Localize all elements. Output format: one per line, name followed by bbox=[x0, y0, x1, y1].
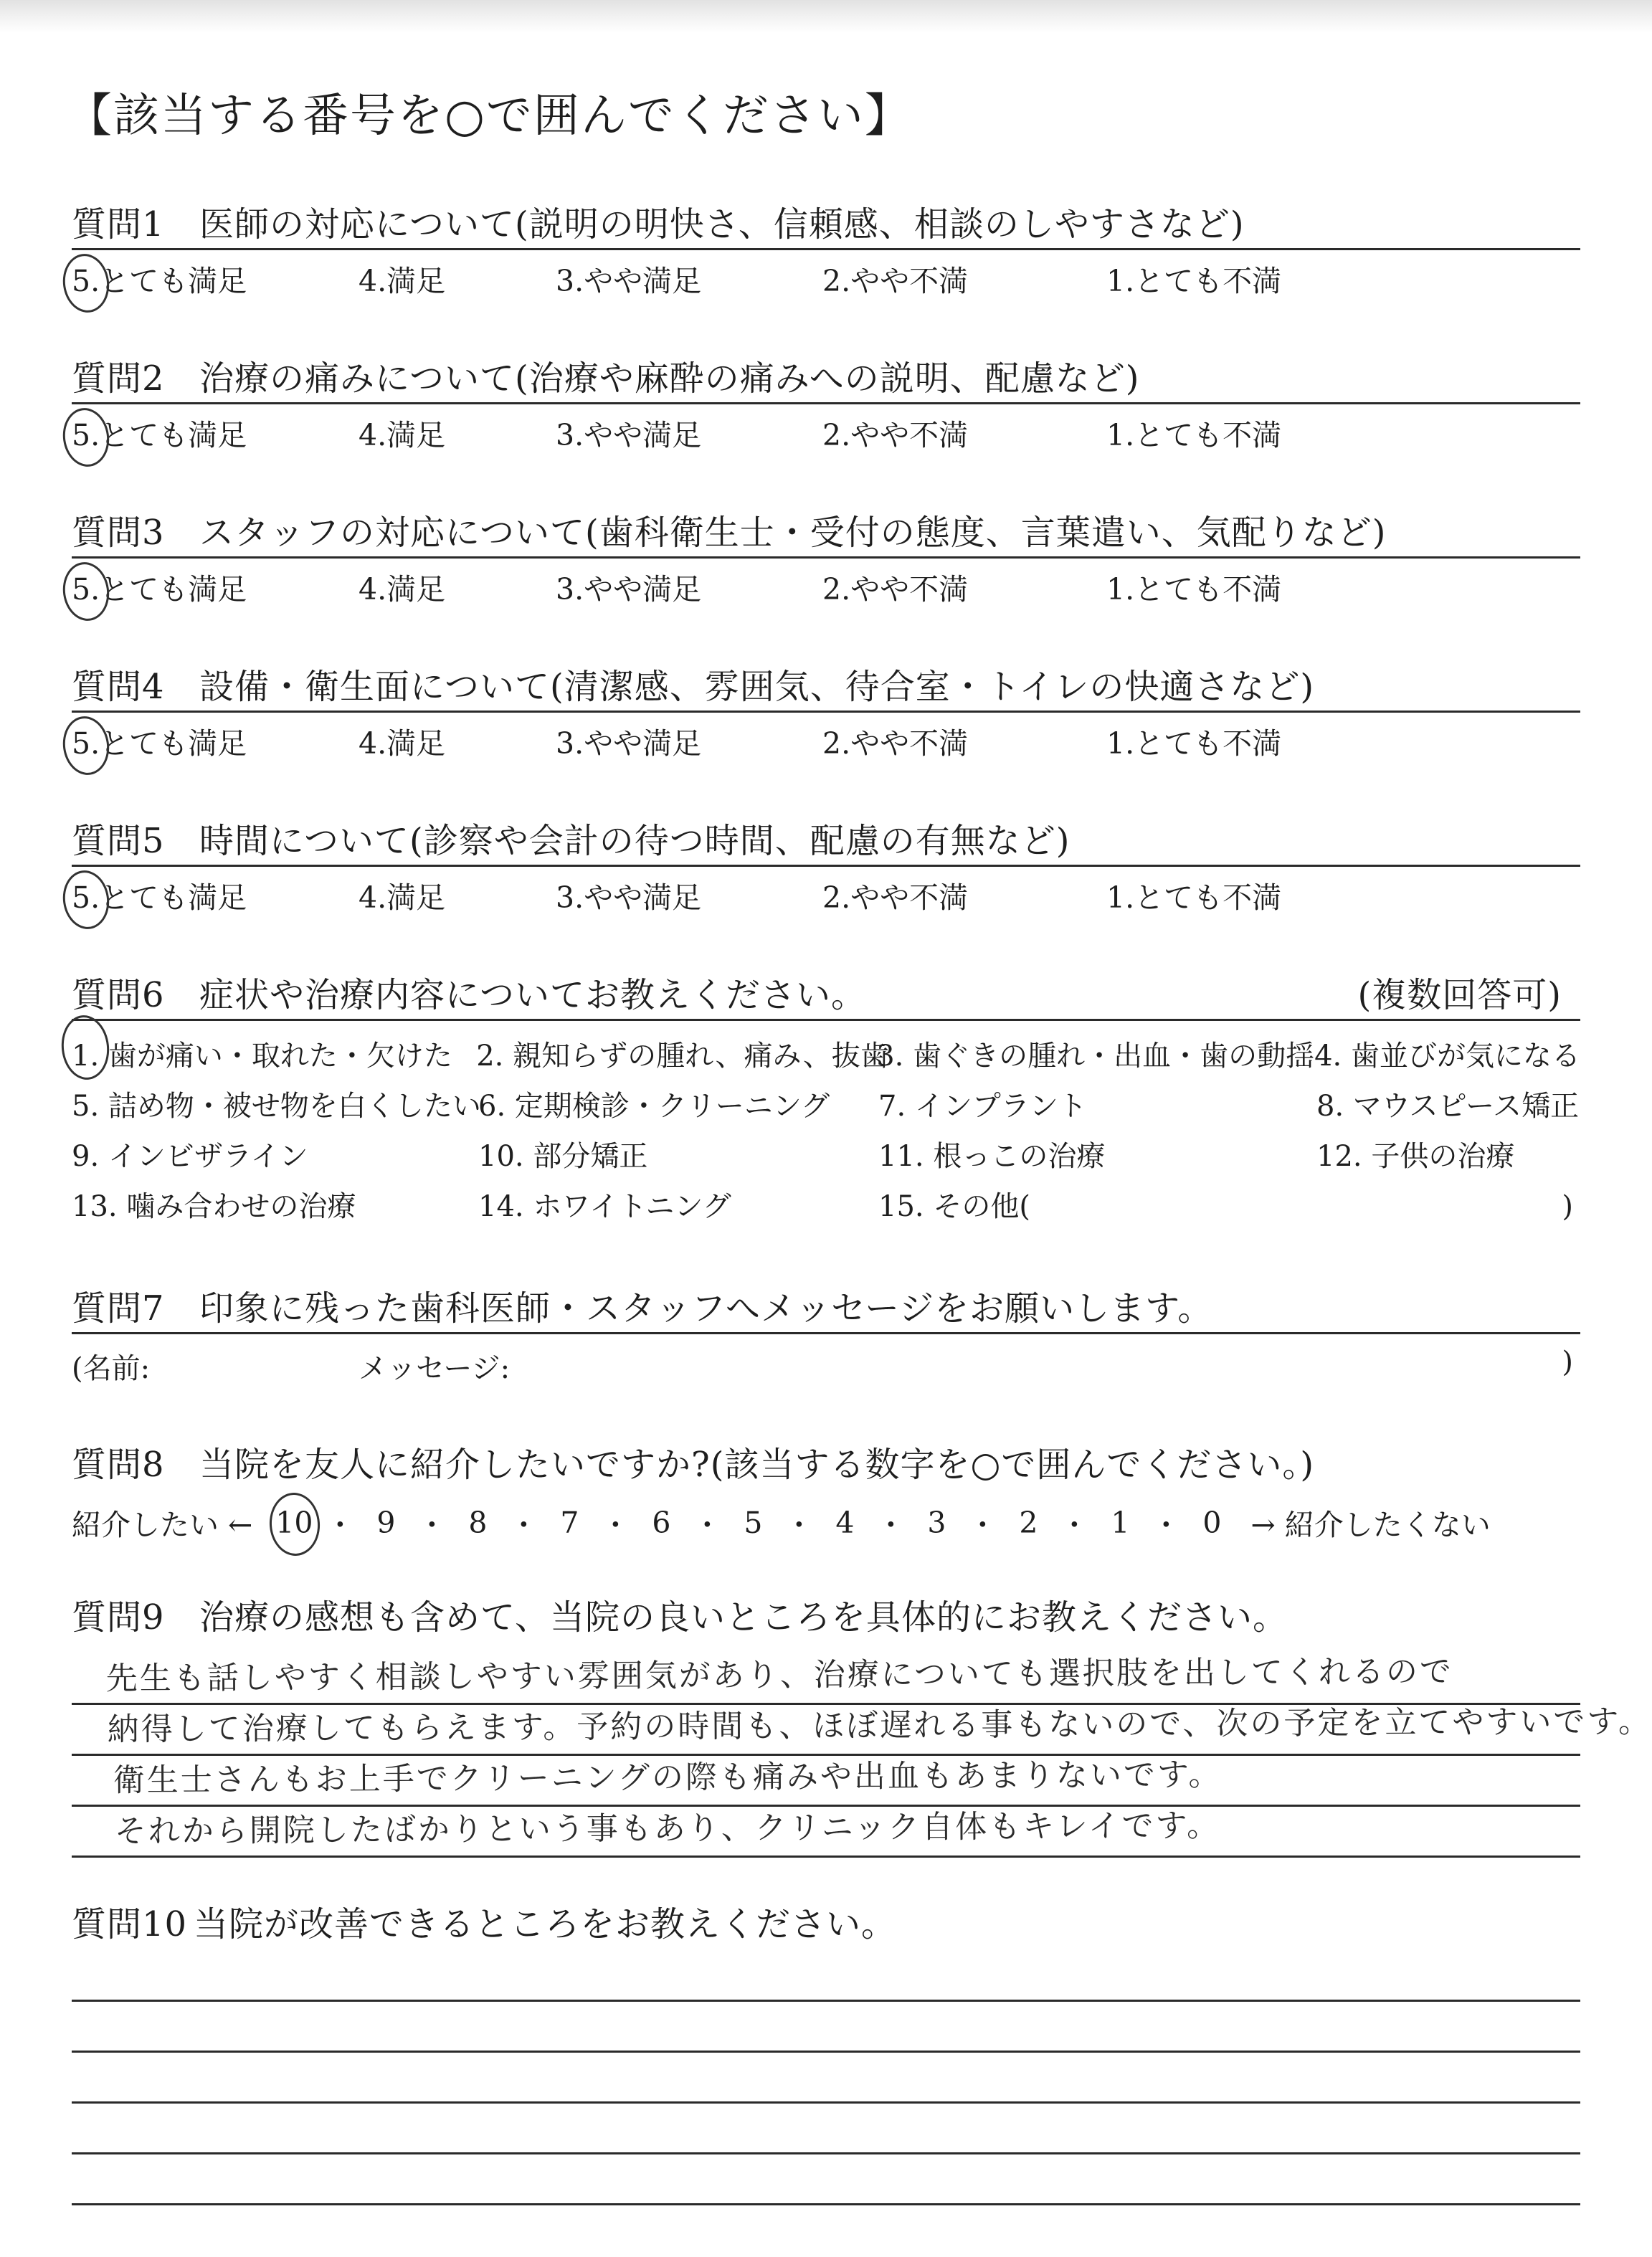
option-number: 3. bbox=[556, 726, 584, 761]
question-1 bbox=[72, 201, 1580, 303]
question-2 bbox=[72, 355, 1580, 457]
option-number: 4. bbox=[359, 726, 387, 761]
question-4-option[interactable] bbox=[556, 720, 822, 762]
question-2-option[interactable] bbox=[822, 412, 1106, 454]
question-4-options bbox=[72, 716, 1580, 766]
symptom-option[interactable]: 14. ホワイトニング bbox=[478, 1190, 731, 1223]
scale-value[interactable]: 3 bbox=[927, 1505, 946, 1540]
scale-separator: ・ bbox=[875, 1508, 906, 1542]
message-close-paren: ) bbox=[1562, 1346, 1573, 1379]
option-label: やや不満 bbox=[850, 726, 969, 761]
question-1-option[interactable] bbox=[822, 257, 1106, 300]
option-number: 3. bbox=[556, 417, 584, 452]
scale-value[interactable]: 1 bbox=[1111, 1505, 1130, 1540]
question-4-option[interactable] bbox=[822, 720, 1106, 762]
symptom-option[interactable]: 8. マウスピース矯正 bbox=[1316, 1090, 1580, 1123]
scale-separator: ・ bbox=[1151, 1508, 1181, 1542]
question-2-options bbox=[72, 407, 1580, 457]
scan-edge bbox=[0, 0, 1652, 33]
question-10-answer-lines bbox=[72, 1951, 1580, 2205]
question-7-text: 印象に残った歯科医師・スタッフへメッセージをお願いします。 bbox=[199, 1288, 1213, 1329]
option-number: 2. bbox=[822, 263, 851, 298]
symptom-option[interactable]: 9. インビザライン bbox=[72, 1140, 308, 1173]
question-1-option[interactable] bbox=[72, 257, 359, 300]
survey-form bbox=[66, 79, 1652, 2257]
option-label: 満足 bbox=[386, 726, 446, 761]
question-5-option[interactable] bbox=[359, 874, 556, 916]
question-1-options bbox=[72, 253, 1580, 303]
question-1-option[interactable] bbox=[556, 257, 822, 300]
symptom-option[interactable]: 7. インプラント bbox=[878, 1090, 1087, 1123]
option-label: とても不満 bbox=[1134, 263, 1282, 298]
scale-separator: ・ bbox=[508, 1508, 538, 1542]
question-3-option[interactable] bbox=[72, 566, 359, 608]
question-2-text: 治療の痛みについて(治療や麻酔の痛みへの説明、配慮など) bbox=[199, 358, 1140, 399]
hand-drawn-circle bbox=[267, 1491, 322, 1557]
question-9-title bbox=[72, 1594, 1580, 1641]
option-label: とても満足 bbox=[100, 571, 247, 607]
option-label: やや満足 bbox=[584, 726, 702, 761]
question-4-option[interactable] bbox=[359, 720, 556, 762]
question-6-note: (複数回答可) bbox=[1357, 975, 1562, 1015]
recommend-left-label: 紹介したい ← bbox=[72, 1508, 253, 1542]
question-4-text: 設備・衛生面について(清潔感、雰囲気、待合室・トイレの快適さなど) bbox=[199, 667, 1315, 707]
answer-line bbox=[72, 1703, 1652, 1756]
symptom-option[interactable]: 2. 親知らずの腫れ、痛み、抜歯 bbox=[476, 1040, 889, 1073]
scale-value[interactable]: 8 bbox=[468, 1505, 488, 1540]
option-label: 満足 bbox=[386, 571, 446, 607]
question-4-title bbox=[72, 663, 1580, 713]
scale-value[interactable]: 9 bbox=[376, 1505, 396, 1540]
option-label: とても満足 bbox=[100, 263, 247, 298]
question-1-text: 医師の対応について(説明の明快さ、信頼感、相談のしやすさなど) bbox=[199, 204, 1245, 244]
question-6-options bbox=[72, 1031, 1580, 1232]
option-number: 2. bbox=[822, 417, 851, 452]
answer-line bbox=[72, 2053, 1580, 2104]
other-close-paren: ) bbox=[1562, 1190, 1573, 1223]
option-label: とても不満 bbox=[1134, 880, 1282, 915]
question-9 bbox=[72, 1594, 1652, 1858]
answer-line bbox=[72, 1756, 1580, 1807]
scale-value[interactable]: 7 bbox=[560, 1505, 579, 1540]
handwritten-answer-text: 先生も話しやすく相談しやすい雰囲気があり、治療についても選択肢を出してくれるので bbox=[105, 1653, 1454, 1697]
option-number: 3. bbox=[556, 880, 584, 915]
question-8-number: 質問8 bbox=[72, 1445, 165, 1485]
question-3-options bbox=[72, 561, 1580, 612]
scale-value[interactable]: 10 bbox=[271, 1506, 317, 1540]
symptom-option[interactable]: 4. 歯並びが気になる bbox=[1314, 1040, 1580, 1073]
option-label: 満足 bbox=[386, 417, 446, 452]
question-7 bbox=[72, 1285, 1580, 1387]
question-3-option[interactable] bbox=[359, 566, 556, 608]
hand-drawn-circle bbox=[58, 1013, 112, 1082]
question-1-option[interactable] bbox=[1106, 257, 1281, 300]
symptom-option[interactable]: 13. 噛み合わせの治療 bbox=[72, 1190, 356, 1223]
question-7-answer-row bbox=[72, 1346, 1580, 1387]
question-4-number: 質問4 bbox=[72, 667, 165, 707]
option-number: 5. bbox=[72, 264, 100, 298]
name-label: (名前: bbox=[72, 1352, 151, 1385]
option-label: やや不満 bbox=[850, 417, 969, 452]
question-9-number: 質問9 bbox=[72, 1597, 165, 1638]
option-label: やや満足 bbox=[584, 571, 702, 607]
scale-separator: ・ bbox=[325, 1508, 355, 1542]
question-8-text: 当院を友人に紹介したいですか?(該当する数字を○で囲んでください。) bbox=[199, 1445, 1315, 1485]
message-label: メッセージ: bbox=[359, 1352, 511, 1385]
option-row bbox=[72, 1131, 1580, 1182]
option-number: 1. bbox=[1106, 726, 1135, 761]
option-row bbox=[72, 1182, 1580, 1232]
question-1-number: 質問1 bbox=[72, 204, 165, 244]
option-label: やや満足 bbox=[584, 880, 702, 915]
scale-value[interactable]: 2 bbox=[1019, 1505, 1038, 1540]
option-number: 5. bbox=[72, 726, 100, 761]
option-number: 3. bbox=[556, 571, 584, 607]
option-number: 5. bbox=[72, 880, 100, 915]
option-label: とても満足 bbox=[100, 726, 247, 761]
answer-line bbox=[72, 1807, 1580, 1858]
scale-separator: ・ bbox=[1059, 1508, 1089, 1542]
option-label: やや不満 bbox=[850, 880, 969, 915]
answer-line bbox=[72, 2154, 1580, 2205]
question-3 bbox=[72, 509, 1580, 612]
option-number: 1. bbox=[1106, 263, 1135, 298]
question-2-option[interactable] bbox=[359, 412, 556, 454]
question-5-option[interactable] bbox=[556, 874, 822, 916]
question-3-text: スタッフの対応について(歯科衛生士・受付の態度、言葉遣い、気配りなど) bbox=[199, 513, 1387, 553]
scale-separator: ・ bbox=[692, 1508, 722, 1542]
option-number: 1. bbox=[1106, 571, 1135, 607]
option-row bbox=[72, 1081, 1580, 1131]
symptom-option[interactable]: 3. 歯ぐきの腫れ・出血・歯の動揺 bbox=[876, 1040, 1315, 1073]
question-5-option[interactable] bbox=[1106, 874, 1281, 916]
scale-separator: ・ bbox=[417, 1508, 447, 1542]
option-label: 満足 bbox=[386, 880, 446, 915]
question-1-title bbox=[72, 201, 1580, 250]
question-1-option[interactable] bbox=[359, 257, 556, 300]
question-6-title bbox=[72, 971, 1580, 1021]
question-7-number: 質問7 bbox=[72, 1288, 165, 1329]
question-6-text: 症状や治療内容についてお教えください。 bbox=[199, 975, 867, 1015]
handwritten-answer-text: それから開院したばかりという事もあり、クリニック自体もキレイです。 bbox=[114, 1807, 1221, 1850]
question-5-option[interactable] bbox=[72, 874, 359, 916]
question-5-option[interactable] bbox=[822, 874, 1106, 916]
scale-value[interactable]: 0 bbox=[1202, 1505, 1222, 1540]
question-3-option[interactable] bbox=[822, 566, 1106, 608]
option-label: やや満足 bbox=[584, 263, 702, 298]
option-number: 3. bbox=[556, 263, 584, 298]
form-title: 【該当する番号を○で囲んでください】 bbox=[66, 90, 912, 143]
option-number: 5. bbox=[72, 572, 100, 607]
option-label: とても不満 bbox=[1134, 417, 1282, 452]
option-number: 4. bbox=[359, 417, 387, 452]
question-2-option[interactable] bbox=[72, 412, 359, 454]
handwritten-answer-text: 納得して治療してもらえます。予約の時間も、ほぼ遅れる事もないので、次の予定を立てやすいです。 bbox=[107, 1703, 1652, 1748]
question-10 bbox=[72, 1901, 1580, 2205]
option-label: とても不満 bbox=[1134, 571, 1282, 607]
question-10-text: 当院が改善できるところをお教えください。 bbox=[194, 1904, 897, 1944]
option-number: 1. bbox=[1106, 417, 1135, 452]
scale-separator: ・ bbox=[600, 1508, 630, 1542]
option-label: とても満足 bbox=[100, 417, 247, 452]
option-number: 2. bbox=[822, 880, 851, 915]
question-3-option[interactable] bbox=[556, 566, 822, 608]
question-4 bbox=[72, 663, 1580, 766]
answer-line bbox=[72, 1951, 1580, 2002]
question-4-option[interactable] bbox=[1106, 720, 1281, 762]
scale-value[interactable]: 6 bbox=[652, 1505, 671, 1540]
option-label: とても不満 bbox=[1134, 726, 1282, 761]
question-9-text: 治療の感想も含めて、当院の良いところを具体的にお教えください。 bbox=[199, 1597, 1288, 1638]
question-4-option[interactable] bbox=[72, 720, 359, 762]
question-6 bbox=[72, 971, 1580, 1232]
option-number: 2. bbox=[822, 571, 851, 607]
option-number: 4. bbox=[359, 880, 387, 915]
symptom-option[interactable]: 1. 歯が痛い・取れた・欠けた bbox=[72, 1031, 476, 1081]
symptom-option[interactable]: 15. その他( bbox=[878, 1190, 1030, 1223]
question-2-number: 質問2 bbox=[72, 358, 165, 399]
symptom-option[interactable]: 5. 詰め物・被せ物を白くしたい bbox=[72, 1090, 481, 1123]
question-2-option[interactable] bbox=[556, 412, 822, 454]
option-label: やや不満 bbox=[850, 263, 969, 298]
question-8 bbox=[72, 1441, 1580, 1544]
question-5-title bbox=[72, 817, 1580, 867]
option-number: 2. bbox=[822, 726, 851, 761]
scale-separator: ・ bbox=[967, 1508, 997, 1542]
question-3-number: 質問3 bbox=[72, 513, 165, 553]
option-label: 満足 bbox=[386, 263, 446, 298]
question-8-title bbox=[72, 1441, 1580, 1488]
option-row bbox=[72, 1031, 1580, 1081]
option-label: やや満足 bbox=[584, 417, 702, 452]
option-number: 4. bbox=[359, 571, 387, 607]
symptom-option[interactable]: 12. 子供の治療 bbox=[1316, 1140, 1515, 1173]
question-5-options bbox=[72, 870, 1580, 920]
recommend-right-label: → 紹介したくない bbox=[1250, 1508, 1491, 1542]
symptom-option[interactable]: 11. 根っこの治療 bbox=[878, 1140, 1106, 1173]
scale-value[interactable]: 5 bbox=[744, 1505, 763, 1540]
option-number: 4. bbox=[359, 263, 387, 298]
answer-line bbox=[72, 2104, 1580, 2154]
option-label: やや不満 bbox=[850, 571, 969, 607]
option-label: とても満足 bbox=[100, 880, 247, 915]
question-10-number: 質問10 bbox=[72, 1904, 188, 1944]
option-number: 5. bbox=[72, 418, 100, 452]
scale-separator: ・ bbox=[784, 1508, 814, 1542]
symptom-option[interactable]: 6. 定期検診・クリーニング bbox=[478, 1090, 830, 1123]
option-number: 1. bbox=[1106, 880, 1135, 915]
question-10-title bbox=[72, 1901, 1580, 1948]
question-7-title bbox=[72, 1285, 1580, 1334]
symptom-option[interactable]: 10. 部分矯正 bbox=[478, 1140, 648, 1173]
question-3-title bbox=[72, 509, 1580, 559]
question-2-option[interactable] bbox=[1106, 412, 1281, 454]
question-5-number: 質問5 bbox=[72, 821, 165, 861]
question-5 bbox=[72, 817, 1580, 920]
handwritten-answer-text: 衛生士さんもお上手でクリーニングの際も痛みや出血もあまりないです。 bbox=[113, 1756, 1223, 1799]
scale-value[interactable]: 4 bbox=[835, 1505, 855, 1540]
question-6-number: 質問6 bbox=[72, 975, 165, 1015]
question-3-option[interactable] bbox=[1106, 566, 1281, 608]
question-9-answer bbox=[72, 1653, 1652, 1858]
question-5-text: 時間について(診察や会計の待つ時間、配慮の有無など) bbox=[199, 821, 1071, 861]
answer-line bbox=[72, 2002, 1580, 2053]
recommend-scale bbox=[72, 1501, 1580, 1544]
question-2-title bbox=[72, 355, 1580, 404]
